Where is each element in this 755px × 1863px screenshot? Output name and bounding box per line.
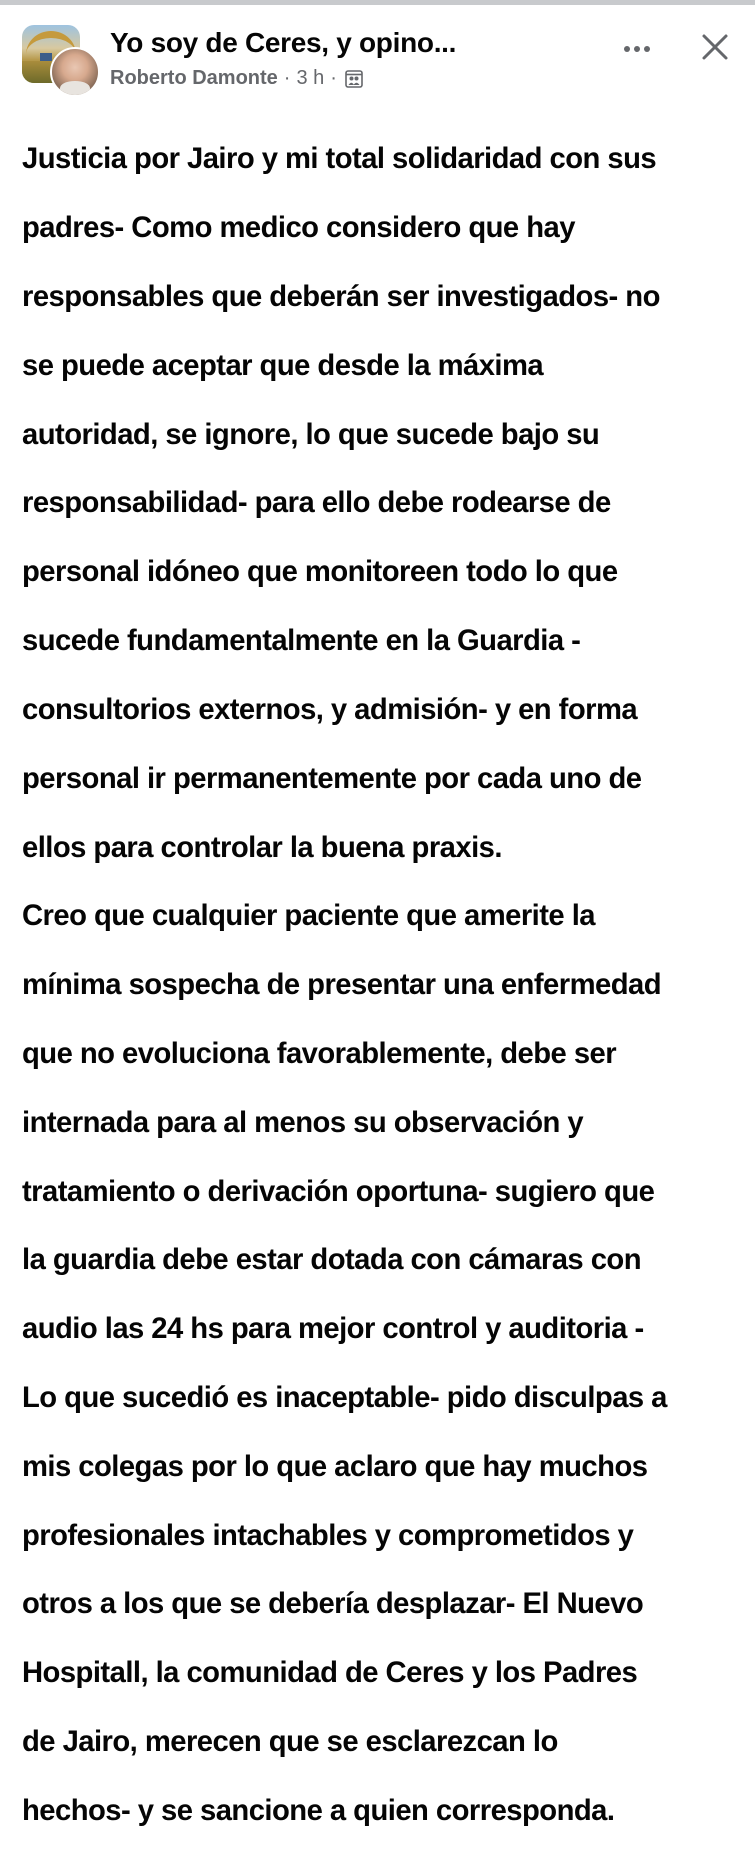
separator: · [283, 67, 291, 89]
post-line: consultorios externos, y admisión- y en forma [22, 692, 638, 726]
post-meta [110, 67, 363, 90]
tractor-image [40, 53, 52, 61]
more-options-icon [624, 46, 630, 52]
post-line: tratamiento o derivación oportuna- sugiero que [22, 1174, 655, 1208]
post-line: mínima sospecha de presentar una enfermedad [22, 968, 662, 1002]
post-line: responsables que deberán ser investigados- no [22, 280, 660, 314]
author-name[interactable]: Roberto Damonte [110, 67, 278, 89]
more-options-button[interactable] [620, 35, 654, 63]
post-line: mis colegas por lo que aclaro que hay muchos [22, 1449, 648, 1483]
close-button[interactable] [697, 29, 733, 65]
post-line: se puede aceptar que desde la máxima [22, 348, 544, 382]
beard-image [60, 81, 90, 95]
post-text [22, 108, 747, 1863]
post-line: personal ir permanentemente por cada uno de [22, 761, 642, 795]
post-line: internada para al menos su observación y [22, 1105, 584, 1139]
post-time[interactable]: 3 h [296, 67, 325, 89]
post-header [0, 5, 755, 105]
post-line: otros a los que se debería desplazar- El Nuevo [22, 1587, 644, 1621]
user-avatar[interactable] [50, 47, 100, 97]
post-line: Justicia por Jairo y mi total solidaridad con sus [22, 142, 657, 176]
post-line: Hospitall, la comunidad de Ceres y los Padres [22, 1656, 638, 1690]
post-line: audio las 24 hs para mejor control y auditoria - [22, 1312, 644, 1346]
more-options-icon [634, 46, 640, 52]
post-line: hechos- y se sancione a quien corresponda. [22, 1793, 615, 1827]
post-line: la guardia debe estar dotada con cámaras con [22, 1243, 641, 1277]
post-line: padres- Como medico considero que hay [22, 211, 575, 245]
group-name[interactable]: Yo soy de Ceres, y opino... [110, 27, 457, 58]
group-members-icon [345, 70, 363, 88]
avatar-group[interactable] [22, 25, 98, 97]
post-line: responsabilidad- para ello debe rodearse de [22, 486, 611, 520]
separator: · [330, 67, 337, 89]
post-line: que no evoluciona favorablemente, debe ser [22, 1036, 617, 1070]
close-icon [697, 29, 733, 65]
post-line: Creo que cualquier paciente que amerite la [22, 899, 595, 933]
post-line: sucede fundamentalmente en la Guardia - [22, 624, 581, 658]
post-line: de Jairo, merecen que se esclarezcan lo [22, 1725, 558, 1759]
post-line: Lo que sucedió es inaceptable- pido disculpas a [22, 1381, 667, 1415]
post-line: ellos para controlar la buena praxis. [22, 830, 502, 864]
post-line: profesionales intachables y comprometidos y [22, 1518, 634, 1552]
more-options-icon [644, 46, 650, 52]
post-line: personal idóneo que monitoreen todo lo que [22, 555, 618, 589]
post-line: autoridad, se ignore, lo que sucede bajo su [22, 417, 600, 451]
